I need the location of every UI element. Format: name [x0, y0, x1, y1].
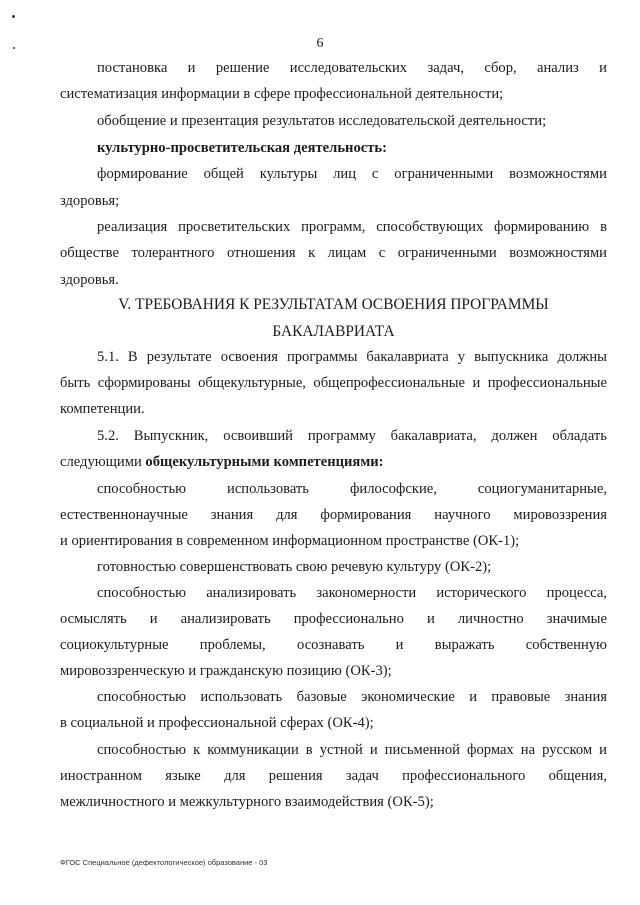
word: собственную: [525, 637, 607, 653]
word: использовать: [227, 481, 309, 497]
word: и: [472, 375, 481, 391]
word: решение: [215, 60, 270, 76]
word: возможностями: [509, 166, 607, 182]
word: формах: [466, 742, 514, 758]
word: анализировать: [206, 585, 297, 601]
word: 5.2.: [97, 428, 119, 444]
word: с: [378, 245, 386, 261]
word: русском: [542, 742, 593, 758]
paragraph-line: в социальной и профессиональной сферах (ОК-4);: [60, 715, 374, 731]
word: экономические: [361, 689, 455, 705]
word: проблемы,: [199, 637, 266, 653]
word: письменной: [384, 742, 460, 758]
paragraph-line: [97, 742, 607, 759]
word: формирование: [97, 166, 188, 182]
word: 5.1.: [97, 349, 119, 365]
page-number: 6: [316, 36, 324, 51]
word: профессионально: [293, 611, 404, 627]
word: знания: [564, 689, 607, 705]
word: обществе: [60, 245, 119, 261]
paragraph-line: компетенции.: [60, 401, 145, 417]
paragraph-line: готовностью совершенствовать свою речевую культуру (ОК-2);: [97, 559, 492, 575]
word: В: [127, 349, 138, 365]
word: освоивший: [223, 428, 293, 444]
word: должны: [557, 349, 607, 365]
paragraph-line: [97, 219, 607, 236]
word: профессиональные: [487, 375, 607, 391]
word: ограниченными: [397, 245, 497, 261]
word: отношения: [226, 245, 296, 261]
word: должен: [491, 428, 538, 444]
word: исследовательских: [289, 60, 408, 76]
word: задач,: [427, 60, 464, 76]
word: анализ: [537, 60, 579, 76]
word: формированию: [494, 219, 590, 235]
word: мировоззрения: [513, 507, 607, 523]
scan-speck: [12, 15, 15, 18]
word: способностью: [97, 689, 187, 705]
word: бакалавриата: [366, 349, 449, 365]
word: к: [193, 742, 201, 758]
section-title: БАКАЛАВРИАТА: [272, 323, 395, 340]
paragraph-line: мировоззренческую и гражданскую позицию (ОК-3);: [60, 663, 392, 679]
word: к: [308, 245, 316, 261]
word: социогуманитарные,: [477, 481, 607, 497]
word: и: [187, 60, 196, 76]
word: лицам: [327, 245, 367, 261]
word: естественнонаучные: [60, 507, 188, 523]
word: способностью: [97, 742, 187, 758]
word: программы: [286, 349, 358, 365]
word: выпускника: [474, 349, 549, 365]
word: значимые: [546, 611, 607, 627]
word: и: [599, 60, 607, 76]
page-footer: ФГОС Специальное (дефектологическое) образование - 03: [60, 858, 268, 867]
word: и: [469, 689, 478, 705]
word: анализировать: [180, 611, 271, 627]
paragraph-line: систематизация информации в сфере профессиональной деятельности;: [60, 86, 504, 102]
word: на: [520, 742, 536, 758]
activity-heading: культурно-просветительская деятельность:: [97, 140, 387, 156]
paragraph-line: [60, 375, 607, 392]
word: научного: [434, 507, 491, 523]
word: быть: [60, 375, 91, 391]
word: личностно: [457, 611, 524, 627]
word: базовые: [296, 689, 347, 705]
word: сформированы: [97, 375, 191, 391]
word: общекультурные,: [198, 375, 306, 391]
word: у: [457, 349, 466, 365]
word: Выпускник,: [133, 428, 209, 444]
word: и: [599, 742, 607, 758]
word: осмыслять: [60, 611, 127, 627]
word: освоения: [220, 349, 278, 365]
paragraph-line: [97, 60, 607, 77]
word: решения: [268, 768, 323, 784]
paragraph-line: межличностного и межкультурного взаимодействия (ОК-5);: [60, 794, 434, 810]
word: просветительских: [178, 219, 291, 235]
word: постановка: [97, 60, 168, 76]
paragraph-line: здоровья;: [60, 193, 120, 209]
word: коммуникации: [207, 742, 299, 758]
word: толерантного: [131, 245, 215, 261]
word: реализация: [97, 219, 168, 235]
word: социокультурные: [60, 637, 169, 653]
paragraph-line: здоровья.: [60, 272, 119, 288]
word: и: [395, 637, 404, 653]
word: общения,: [548, 768, 607, 784]
word: программу: [307, 428, 376, 444]
word: закономерности: [316, 585, 417, 601]
word: для: [224, 768, 246, 784]
paragraph-line: [97, 585, 607, 602]
word: возможностями: [509, 245, 607, 261]
word: исторического: [436, 585, 527, 601]
paragraph-line: [60, 768, 607, 785]
paragraph-line: [97, 689, 607, 706]
word: задач: [345, 768, 379, 784]
paragraph-line: [60, 611, 607, 628]
paragraph-line: [60, 507, 607, 524]
word: процесса,: [546, 585, 607, 601]
word: результате: [146, 349, 212, 365]
paragraph-line: [97, 428, 607, 445]
line-prefix: следующими: [60, 454, 146, 470]
word: для: [276, 507, 298, 523]
word: иностранном: [60, 768, 142, 784]
paragraph-line: и ориентирования в современном информационном пространстве (ОК-1);: [60, 533, 520, 549]
word: формирования: [320, 507, 412, 523]
word: языке: [165, 768, 201, 784]
paragraph-line: [97, 349, 607, 366]
word: способностью: [97, 585, 187, 601]
word: общепрофессиональные: [313, 375, 466, 391]
word: культуры: [259, 166, 318, 182]
paragraph-line: [60, 454, 607, 471]
word: профессионального: [402, 768, 526, 784]
word: с: [371, 166, 379, 182]
word: лиц: [333, 166, 357, 182]
word: сбор,: [484, 60, 517, 76]
word: философские,: [349, 481, 437, 497]
word: программ,: [301, 219, 366, 235]
word: в: [305, 742, 313, 758]
competencies-heading: общекультурными компетенциями:: [145, 454, 384, 470]
paragraph-line: [60, 245, 607, 262]
word: устной: [319, 742, 363, 758]
word: обладать: [552, 428, 607, 444]
word: правовые: [491, 689, 551, 705]
word: осознавать: [297, 637, 365, 653]
word: в: [600, 219, 607, 235]
word: общей: [203, 166, 244, 182]
word: знания: [210, 507, 254, 523]
word: выражать: [434, 637, 495, 653]
word: бакалавриата,: [390, 428, 477, 444]
paragraph-line: [60, 637, 607, 654]
word: способностью: [97, 481, 187, 497]
word: и: [149, 611, 158, 627]
paragraph-line: обобщение и презентация результатов исследовательской деятельности;: [97, 113, 547, 129]
word: использовать: [200, 689, 283, 705]
paragraph-line: [97, 166, 607, 183]
word: ограниченными: [394, 166, 494, 182]
word: и: [369, 742, 378, 758]
section-title: V. ТРЕБОВАНИЯ К РЕЗУЛЬТАТАМ ОСВОЕНИЯ ПРОГРАММЫ: [118, 296, 549, 313]
paragraph-line: [97, 481, 607, 498]
word: способствующих: [376, 219, 484, 235]
word: и: [426, 611, 435, 627]
